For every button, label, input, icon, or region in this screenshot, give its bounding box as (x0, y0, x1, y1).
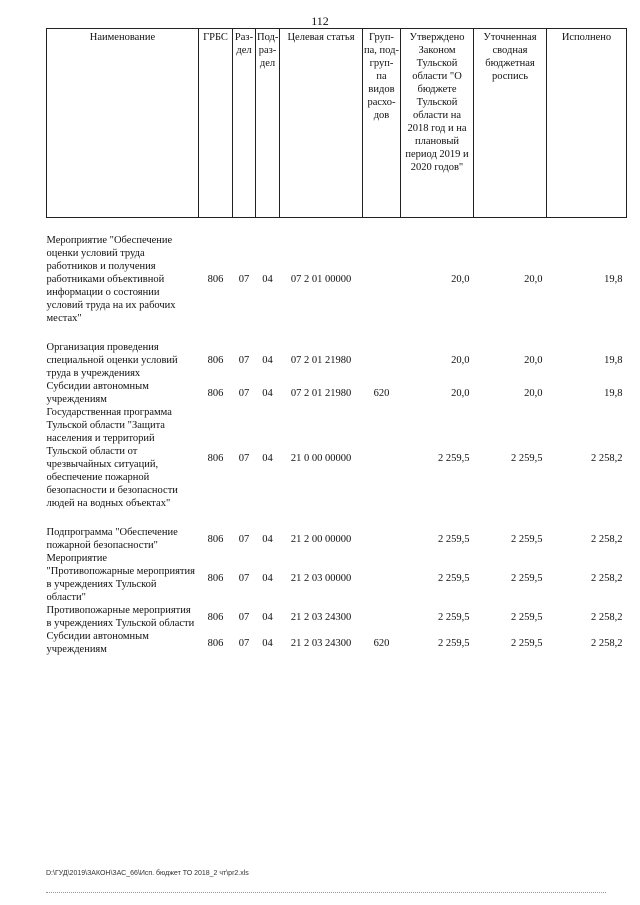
row-grbs: 806 (207, 533, 224, 545)
header-razdel: Раз- дел (233, 29, 256, 218)
row-name: Организация проведения специальной оценки условий труда в учреждениях (46, 342, 178, 379)
header-csr: Целевая статья (280, 29, 363, 218)
row-approved: 20,0 (451, 355, 470, 366)
row-razdel: 07 (238, 355, 250, 366)
table-row (47, 341, 627, 380)
budget-table (46, 28, 627, 656)
row-approved: 2 259,5 (438, 452, 470, 464)
row-approved: 20,0 (451, 274, 470, 285)
spacer-row (47, 510, 627, 526)
row-csr: 07 2 01 21980 (290, 355, 352, 366)
page-number: 112 (311, 14, 329, 28)
spacer-row (47, 218, 627, 235)
row-podrazdel: 04 (262, 533, 273, 545)
spacer-row (47, 325, 627, 341)
row-approved: 2 259,5 (438, 533, 470, 545)
header-grbs: ГРБС (199, 29, 233, 218)
row-refined: 2 259,5 (511, 611, 543, 623)
table-row (47, 630, 627, 656)
row-grbs: 806 (207, 611, 224, 623)
row-executed: 2 258,2 (591, 637, 623, 649)
header-vr: Груп- па, под- груп- па видов расхо- дов (363, 29, 401, 218)
row-refined: 20,0 (524, 355, 543, 366)
row-razdel: 07 (238, 611, 250, 623)
row-executed: 19,8 (604, 274, 623, 285)
row-csr: 07 2 01 00000 (290, 274, 352, 285)
row-approved: 2 259,5 (438, 637, 470, 649)
scan-artifact-line (46, 892, 606, 894)
row-podrazdel: 04 (262, 274, 273, 285)
row-refined: 2 259,5 (511, 533, 543, 545)
row-executed: 19,8 (604, 387, 623, 399)
row-name: Мероприятие "Обеспечение оценки условий труда работников и получения работниками объективной информации о состоянии условий труда на их рабочих местах" (46, 235, 176, 324)
row-razdel: 07 (238, 533, 250, 545)
row-razdel: 07 (238, 452, 250, 464)
row-razdel: 07 (238, 572, 250, 584)
row-podrazdel: 04 (262, 611, 273, 623)
row-podrazdel: 04 (262, 452, 273, 464)
row-podrazdel: 04 (262, 387, 273, 399)
row-razdel: 07 (238, 274, 250, 285)
row-vr (363, 526, 401, 552)
table-row (47, 406, 627, 510)
row-razdel: 07 (238, 387, 250, 399)
row-csr: 21 2 03 24300 (290, 637, 352, 649)
row-refined: 20,0 (524, 274, 543, 285)
row-vr (363, 234, 401, 325)
table-row (47, 552, 627, 604)
row-name: Субсидии автономным учреждениям (46, 381, 149, 405)
row-vr (363, 552, 401, 604)
table-row (47, 526, 627, 552)
row-approved: 2 259,5 (438, 611, 470, 623)
table-row (47, 380, 627, 406)
row-name: Мероприятие "Противопожарные мероприятия в учреждениях Тульской области" (46, 553, 195, 603)
row-name: Государственная программа Тульской области "Защита населения и территорий Тульской области от чрезвычайных ситуаций, обеспечение пожарной безопасности и безопасности людей на водных объектах" (46, 407, 178, 509)
row-executed: 2 258,2 (591, 533, 623, 545)
table-row (47, 604, 627, 630)
file-path-footer: D:\ГУД\2019\ЗАКОН\ЗАС_66\Исп. бюджет ТО 2018_2 чт\pr2.xls (46, 870, 249, 877)
row-executed: 2 258,2 (591, 452, 623, 464)
row-podrazdel: 04 (262, 572, 273, 584)
row-approved: 2 259,5 (438, 572, 470, 584)
row-grbs: 806 (207, 637, 224, 649)
row-vr: 620 (373, 637, 390, 649)
row-name: Субсидии автономным учреждениям (46, 631, 149, 655)
row-refined: 2 259,5 (511, 637, 543, 649)
row-approved: 20,0 (451, 387, 470, 399)
table-header (47, 29, 627, 218)
row-refined: 2 259,5 (511, 452, 543, 464)
table-row (47, 234, 627, 325)
row-podrazdel: 04 (262, 355, 273, 366)
header-approved: Утверждено Законом Тульской области "О бюджете Тульской области на 2018 год и на плановый период 2019 и 2020 годов" (401, 29, 474, 218)
row-podrazdel: 04 (262, 637, 273, 649)
row-csr: 21 2 03 00000 (290, 572, 352, 584)
row-name: Подпрограмма "Обеспечение пожарной безопасности" (46, 527, 178, 551)
row-grbs: 806 (207, 355, 224, 366)
row-vr (363, 406, 401, 510)
row-executed: 2 258,2 (591, 572, 623, 584)
row-vr: 620 (373, 387, 390, 399)
row-csr: 07 2 01 21980 (290, 387, 352, 399)
row-refined: 20,0 (524, 387, 543, 399)
row-razdel: 07 (238, 637, 250, 649)
row-executed: 2 258,2 (591, 611, 623, 623)
header-podrazdel: Под- раз- дел (256, 29, 280, 218)
row-csr: 21 2 03 24300 (290, 611, 352, 623)
row-grbs: 806 (207, 452, 224, 464)
row-csr: 21 0 00 00000 (290, 452, 352, 464)
row-grbs: 806 (207, 572, 224, 584)
row-csr: 21 2 00 00000 (290, 533, 352, 545)
row-vr (363, 604, 401, 630)
row-grbs: 806 (207, 387, 224, 399)
table-body (47, 218, 627, 657)
header-refined: Уточненная сводная бюджетная роспись (474, 29, 547, 218)
row-refined: 2 259,5 (511, 572, 543, 584)
header-executed: Исполнено (547, 29, 627, 218)
row-vr (363, 341, 401, 380)
row-grbs: 806 (207, 274, 224, 285)
header-name: Наименование (47, 29, 199, 218)
row-executed: 19,8 (604, 355, 623, 366)
row-name: Противопожарные мероприятия в учреждениях Тульской области (46, 605, 195, 629)
